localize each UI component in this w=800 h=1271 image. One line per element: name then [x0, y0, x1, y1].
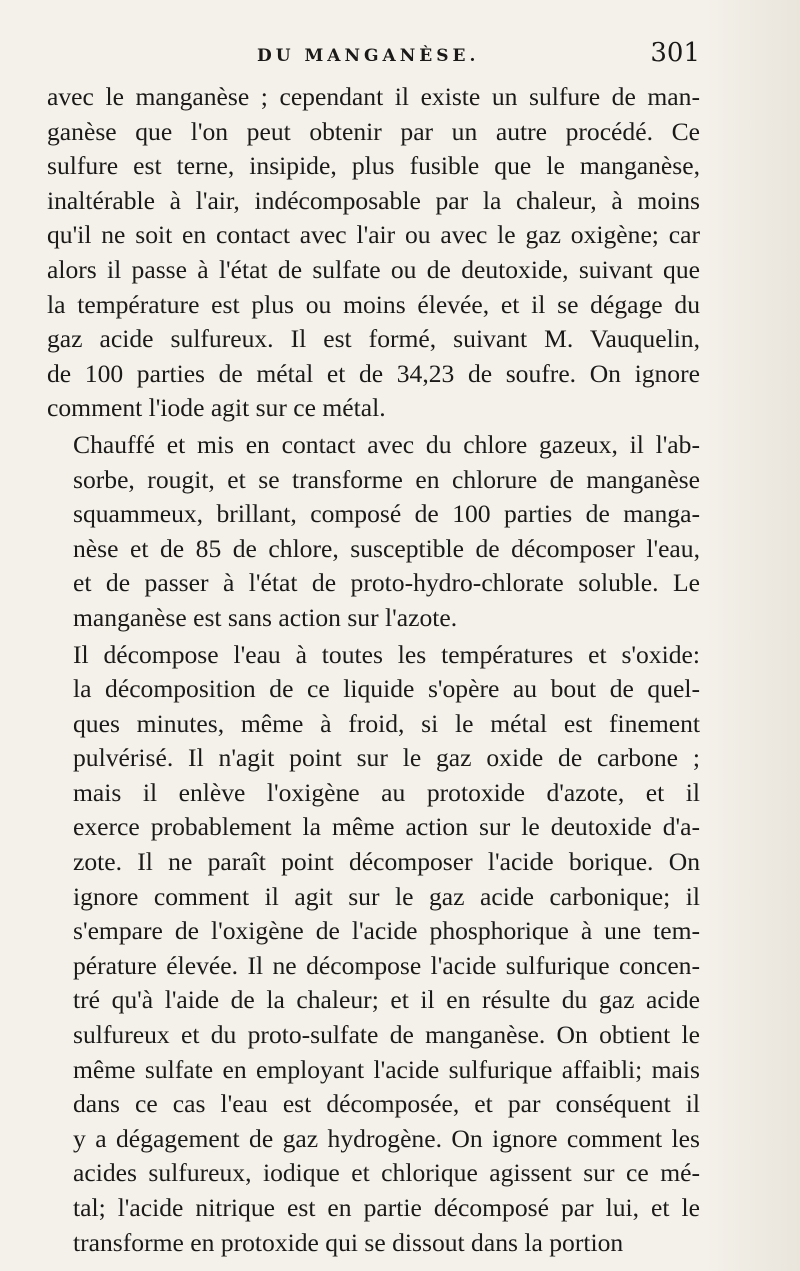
text-line: comment l'iode agit sur ce métal. — [47, 393, 386, 423]
text-line: tré qu'à l'aide de la chaleur; et il en résulte du gaz acide — [73, 985, 700, 1015]
text-line: exerce probablement la même action sur le deutoxide d'a- — [73, 812, 700, 842]
text-line: sorbe, rougit, et se transforme en chlorure de manganèse — [73, 464, 700, 494]
text-line: zote. Il ne paraît point décomposer l'acide borique. On — [73, 847, 700, 877]
paragraph — [47, 428, 700, 636]
text-line: sulfure est terne, insipide, plus fusible que le manganèse, — [47, 151, 700, 181]
text-line: acides sulfureux, iodique et chlorique agissent sur ce mé- — [73, 1158, 700, 1188]
text-line: squammeux, brillant, composé de 100 parties de manga- — [73, 499, 700, 529]
page-number: 301 — [650, 38, 700, 68]
text-line: tal; l'acide nitrique est en partie décomposé par lui, et le — [73, 1193, 700, 1222]
text-line: transforme en protoxide qui se dissout dans la portion — [73, 1227, 624, 1257]
text-line: ques minutes, même à froid, si le métal est finement — [73, 708, 700, 738]
text-line: sulfureux et du proto-sulfate de manganèse. On obtient le — [73, 1020, 700, 1050]
text-line: nèse et de 85 de chlore, susceptible de décomposer l'eau, — [73, 533, 700, 563]
text-line: avec le manganèse ; cependant il existe un sulfure de man- — [47, 82, 700, 111]
text-line: même sulfate en employant l'acide sulfurique affaibli; mais — [73, 1054, 700, 1084]
page-edge-shadow — [705, 0, 800, 1271]
text-line: manganèse est sans action sur l'azote. — [73, 602, 458, 632]
text-line: inaltérable à l'air, indécomposable par la chaleur, à moins — [47, 185, 700, 215]
text-line: dans ce cas l'eau est décomposée, et par conséquent il — [73, 1089, 700, 1119]
body-text — [47, 80, 700, 1260]
text-line: la décomposition de ce liquide s'opère au bout de quel- — [73, 674, 700, 704]
text-line: Il décompose l'eau à toutes les températures et s'oxide: — [73, 639, 700, 669]
text-line: la température est plus ou moins élevée, et il se dégage du — [47, 289, 700, 319]
text-line: y a dégagement de gaz hydrogène. On ignore comment les — [73, 1123, 700, 1153]
text-line: qu'il ne soit en contact avec l'air ou avec le gaz oxigène; car — [47, 220, 700, 250]
paragraph — [47, 638, 700, 1261]
text-line: et de passer à l'état de proto-hydro-chlorate soluble. Le — [73, 568, 700, 598]
paragraph — [47, 80, 700, 426]
text-line: ganèse que l'on peut obtenir par un autre procédé. Ce — [47, 116, 700, 146]
text-line: ignore comment il agit sur le gaz acide carbonique; il — [73, 881, 700, 911]
running-title: DU MANGANÈSE. — [257, 46, 480, 66]
text-line: gaz acide sulfureux. Il est formé, suivant M. Vauquelin, — [47, 324, 700, 354]
page-header — [47, 36, 700, 76]
text-line: mais il enlève l'oxigène au protoxide d'azote, et il — [73, 777, 700, 807]
text-line: de 100 parties de métal et de 34,23 de soufre. On ignore — [47, 358, 700, 388]
text-line: Chauffé et mis en contact avec du chlore gazeux, il l'ab- — [73, 429, 700, 459]
text-line: pulvérisé. Il n'agit point sur le gaz oxide de carbone ; — [73, 743, 700, 773]
text-line: s'empare de l'oxigène de l'acide phosphorique à une tem- — [73, 916, 700, 946]
text-line: pérature élevée. Il ne décompose l'acide sulfurique concen- — [73, 950, 700, 980]
text-line: alors il passe à l'état de sulfate ou de deutoxide, suivant que — [47, 254, 700, 284]
